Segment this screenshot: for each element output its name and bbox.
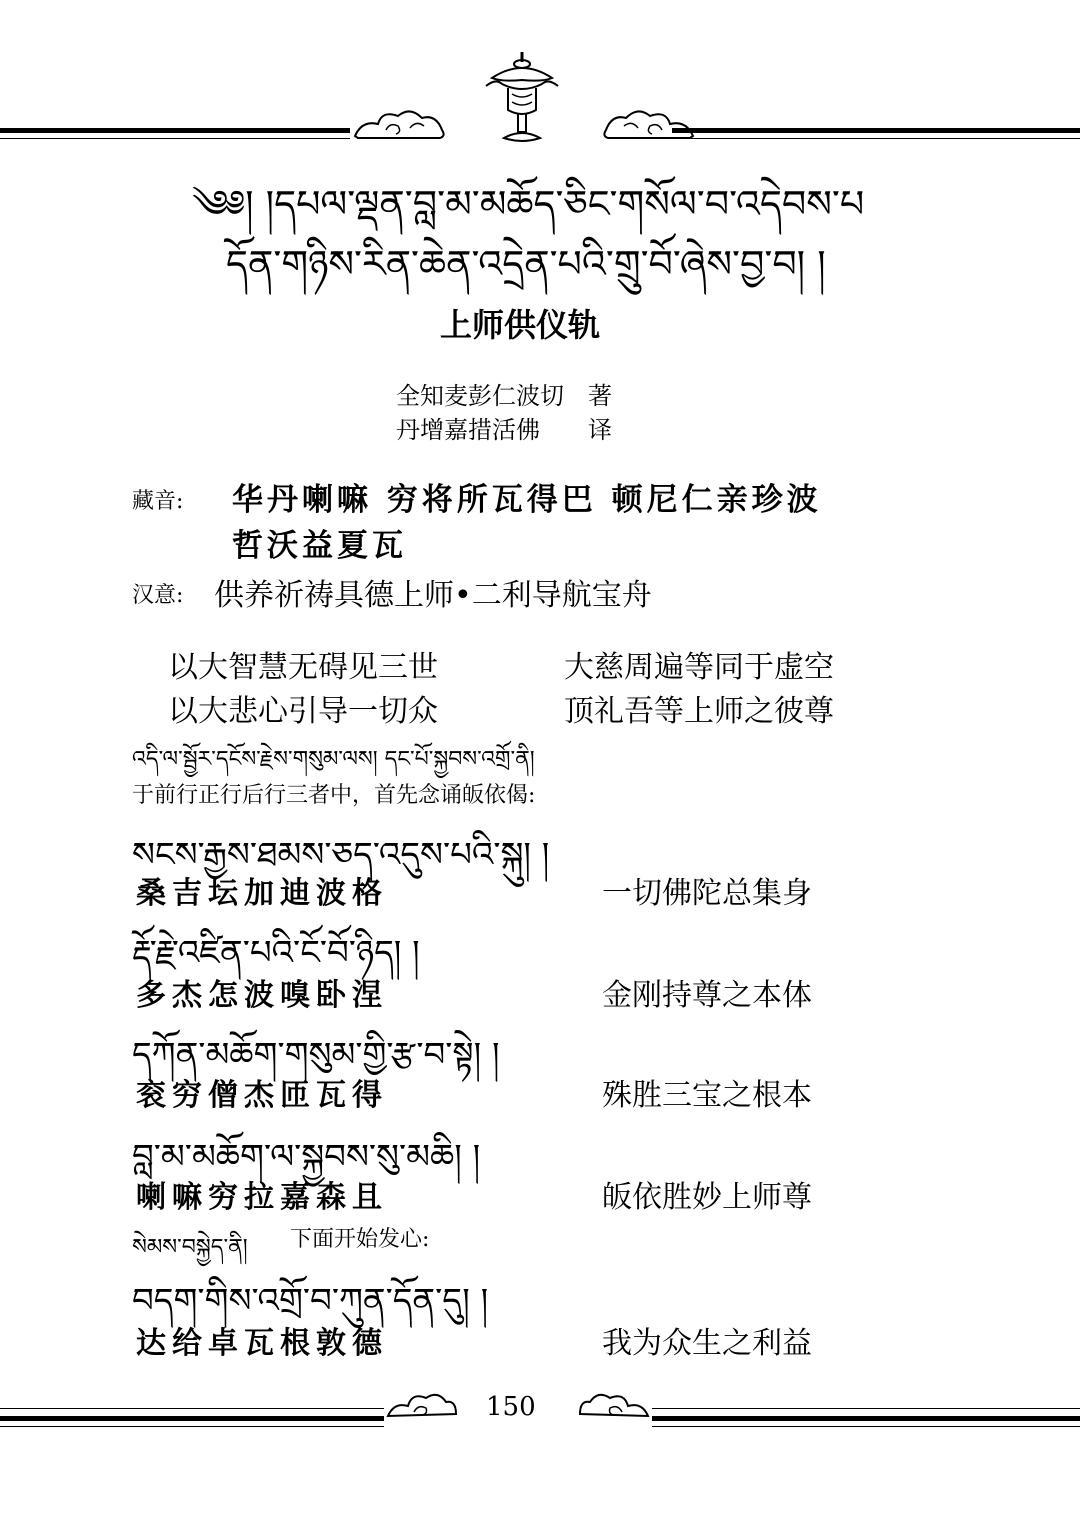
header-rule-left xyxy=(0,128,350,133)
verse-phonetic: 多杰怎波嗅卧涅 xyxy=(136,978,388,1013)
cloud-ornament-right xyxy=(598,102,698,142)
footer-cloud-right-icon xyxy=(576,1386,652,1422)
refuge-intro-chinese: 于前行正行后行三者中，首先念诵皈依偈: xyxy=(132,783,536,808)
footer-rule-right-thin xyxy=(652,1408,1080,1409)
verse-meaning: 皈依胜妙上师尊 xyxy=(602,1180,812,1215)
footer-rule-right xyxy=(652,1416,1080,1421)
page-number: 150 xyxy=(486,1392,536,1422)
cloud-ornament-left xyxy=(350,102,450,142)
author-line: 全知麦彭仁波切 著 xyxy=(396,382,612,410)
refuge-heading-tibetan: སངས་རྒྱས་ཐམས་ཅད་འདུས་པའི་སྐུ། ། xyxy=(132,835,550,875)
zangyin-line-2: 哲沃益夏瓦 xyxy=(232,528,407,564)
verse-meaning: 一切佛陀总集身 xyxy=(602,876,812,911)
last-verse-phonetic: 达给卓瓦根敦德 xyxy=(136,1326,388,1361)
header-rule-left-thin xyxy=(0,138,350,139)
translator-line: 丹增嘉措活佛 译 xyxy=(396,416,612,444)
homage-left-2: 以大悲心引导一切众 xyxy=(168,694,438,729)
footer-rule-right-thin-2 xyxy=(652,1426,1080,1427)
footer-rule-left xyxy=(0,1416,384,1421)
verse-phonetic: 桑吉坛加迪波格 xyxy=(136,876,388,911)
footer-rule-left-thin-2 xyxy=(0,1426,384,1427)
zangyin-line-1: 华丹喇嘛 穷将所瓦得巴 顿尼仁亲珍波 xyxy=(232,482,822,518)
refuge-intro-tibetan: འདི་ལ་སྦྱོར་དངོས་རྗེས་གསུམ་ལས། དང་པོ་སྐྱབས་འགྲོ་ནི། xyxy=(132,747,535,772)
verse-tibetan: དཀོན་མཆོག་གསུམ་གྱི་རྩ་བ་སྟེ། ། xyxy=(132,1035,500,1075)
bodhicitta-tibetan: བདག་གིས་འགྲོ་བ་ཀུན་དོན་དུ། ། xyxy=(132,1281,489,1321)
verse-tibetan: རྡོ་རྗེ་འཛིན་པའི་ངོ་བོ་ཉིད། ། xyxy=(132,933,420,973)
bodhicitta-intro-chinese: 下面开始发心: xyxy=(290,1227,430,1252)
hanyi-label: 汉意: xyxy=(132,583,184,608)
verse-tibetan: བླ་མ་མཆོག་ལ་སྐྱབས་སུ་མཆི། ། xyxy=(132,1137,481,1177)
parasol-emblem-icon xyxy=(472,48,572,148)
verse-phonetic: 喇嘛穷拉嘉森且 xyxy=(136,1180,388,1215)
header-rule-right xyxy=(672,128,1080,133)
chinese-title: 上师供仪轨 xyxy=(439,306,600,344)
header-rule-right-thin xyxy=(672,138,1080,139)
verse-meaning: 殊胜三宝之根本 xyxy=(602,1078,812,1113)
homage-left-1: 以大智慧无碍见三世 xyxy=(168,650,438,685)
bodhicitta-intro-tibetan: སེམས་བསྐྱེད་ནི། xyxy=(132,1235,248,1260)
homage-right-2: 顶礼吾等上师之彼尊 xyxy=(564,694,834,729)
hanyi-text: 供养祈祷具德上师•二利导航宝舟 xyxy=(214,578,652,613)
tibetan-title-line-2: དོན་གཉིས་རིན་ཆེན་འདྲེན་པའི་གྲུ་བོ་ཞེས་བྱ་བ། ། xyxy=(226,242,826,286)
zangyin-label: 藏音: xyxy=(132,489,184,514)
verse-meaning: 金刚持尊之本体 xyxy=(602,978,812,1013)
footer-rule-left-thin xyxy=(0,1408,384,1409)
footer-cloud-left-icon xyxy=(384,1386,460,1422)
tibetan-title-line-1: ༄༅། །དཔལ་ལྡན་བླ་མ་མཆོད་ཅིང་གསོལ་བ་འདེབས་པ xyxy=(192,182,865,226)
verse-phonetic: 衮穷僧杰匝瓦得 xyxy=(136,1078,388,1113)
homage-right-1: 大慈周遍等同于虚空 xyxy=(564,650,834,685)
last-verse-meaning: 我为众生之利益 xyxy=(602,1326,812,1361)
